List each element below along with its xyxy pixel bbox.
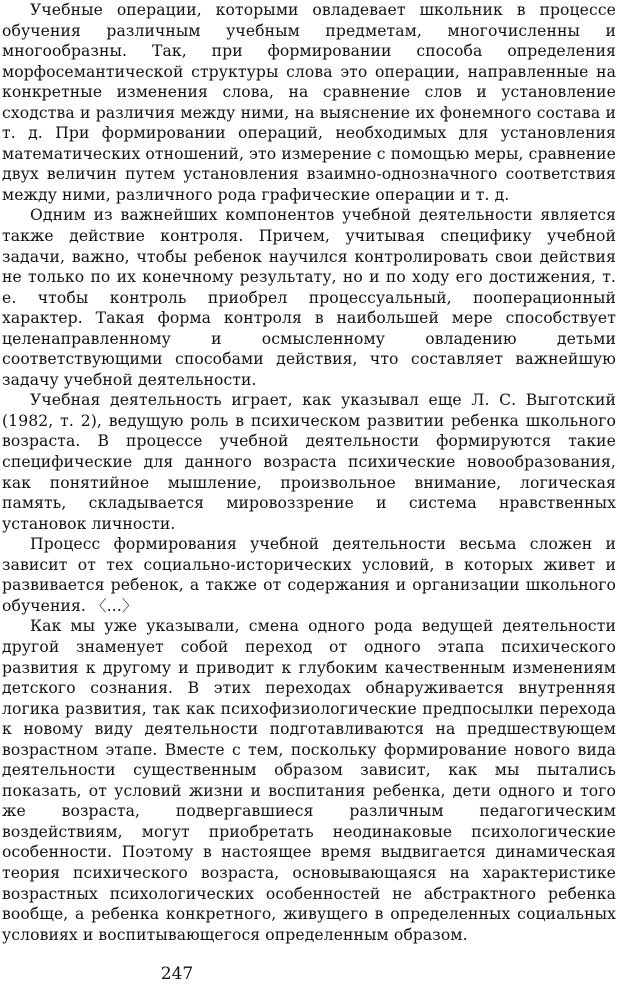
paragraph-4: Процесс формирования учебной деятельности весьма сложен и зависит от тех социально-исторических условий, в которых живет и развивается ребенок, а также от содержания и организации школьного обучения. 〈...〉 <box>2 535 616 615</box>
paragraph-2: Одним из важнейших компонентов учебной деятельности является также действие контроля. Причем, учитывая специфику учебной задачи, важно, чтобы ребенок научился контролировать свои действия не только по их конечному результату, но и по ходу его достижения, т. е. чтобы контроль приобрел процессуальный, пооперационный характер. Такая форма контроля в наибольшей мере способствует целенаправленному и осмысленному овладению детьми соответствующими способами действия, что составляет важнейшую задачу учебной деятельности. <box>2 206 616 389</box>
paragraph-3: Учебная деятельность играет, как указывал еще Л. С. Выготский (1982, т. 2), ведущую роль в психическом развитии ребенка школьного возраста. В процессе учебной деятельности формируются такие специфические для данного возраста психические новообразования, как понятийное мышление, произвольное внимание, логическая память, складывается мировоззрение и система нравственных установок личности. <box>2 391 616 533</box>
paragraph-5: Как мы уже указывали, смена одного рода ведущей деятельности другой знаменует собой переход от одного этапа психического развития к другому и приводит к глубоким качественным изменениям детского сознания. В этих переходах обнаруживается внутренняя логика развития, так как психофизиологические предпосылки перехода к новому виду деятельности подготавливаются на предшествующем возрастном этапе. Вместе с тем, поскольку формирование нового вида деятельности существенным образом зависит, как мы пытались показать, от условий жизни и воспитания ребенка, дети одного и того же возраста, подвергавшиеся различным педагогическим воздействиям, могут приобретать неодинаковые психологические особенности. Поэтому в настоящее время выдвигается динамическая теория психического возраста, основывающаяся на характеристике возрастных психологических особенностей не абстрактного ребенка вообще, а ребенка конкретного, живущего в определенных социальных условиях и воспитывающегося определенным образом. <box>2 617 616 944</box>
page-number: 247 <box>160 964 194 984</box>
body-text <box>2 0 616 945</box>
paragraph-1: Учебные операции, которыми овладевает школьник в процессе обучения различным учебным предметам, многочисленны и многообразны. Так, при формировании способа определения морфосемантической структуры слова это операции, направленные на конкретные изменения слова, на сравнение слов и установление сходства и различия между ними, на выяснение их фонемного состава и т. д. При формировании операций, необходимых для установления математических отношений, это измерение с помощью меры, сравнение двух величин путем установления взаимно-однозначного соответствия между ними, различного рода графические операции и т. д. <box>2 1 616 204</box>
book-page <box>2 0 616 992</box>
